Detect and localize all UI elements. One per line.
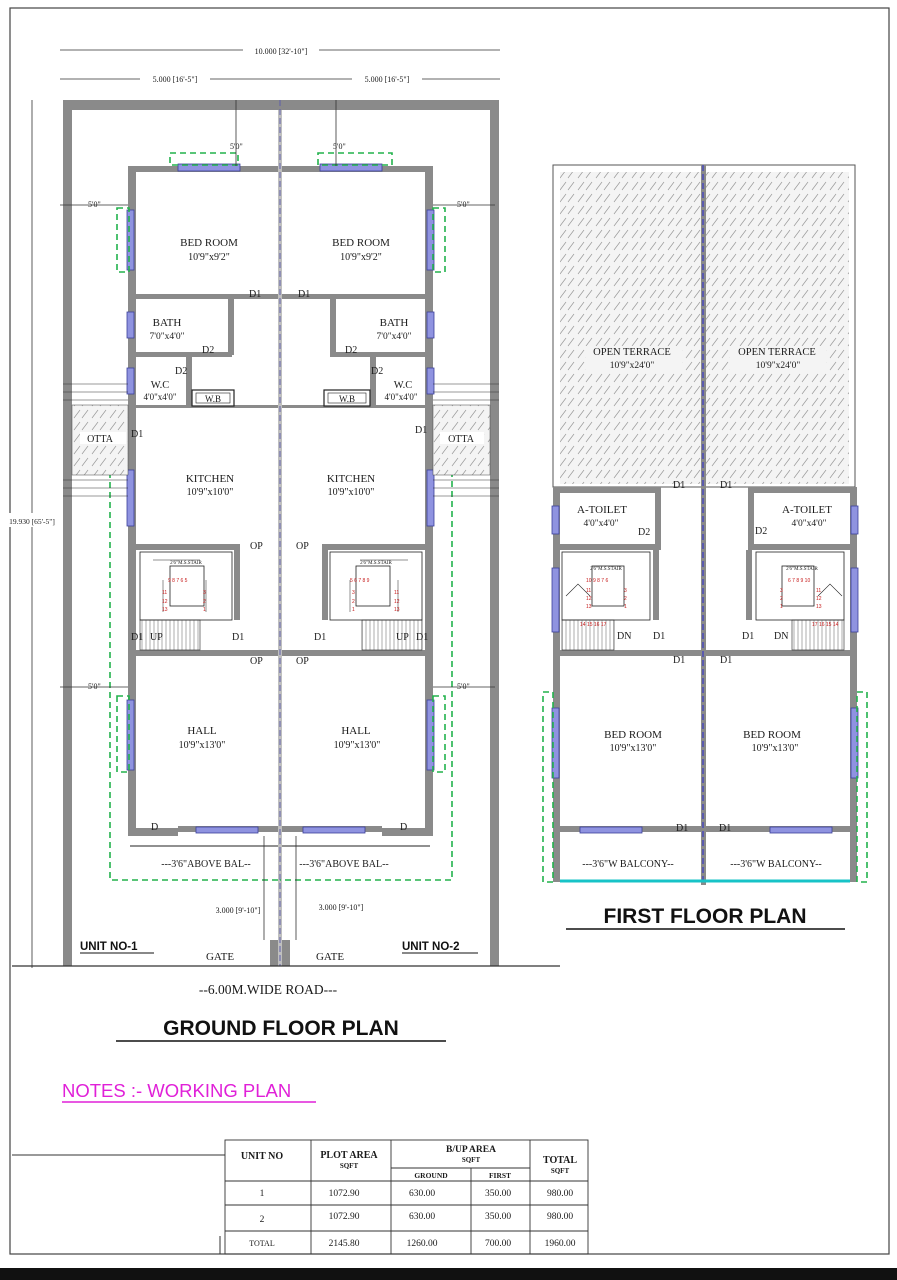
tbl-r2-first: 350.00	[484, 1212, 512, 1222]
room-bedroom-left: BED ROOM	[180, 237, 238, 249]
above-bal-left: ---3'6"ABOVE BAL--	[161, 859, 251, 870]
svg-text:1: 1	[352, 607, 355, 613]
front-dim-left: 3.000 [9'-10"]	[215, 906, 261, 915]
svg-text:OP: OP	[296, 656, 309, 667]
room-kitchen-left-size: 10'9"x10'0"	[186, 487, 234, 498]
room-kitchen-left: KITCHEN	[185, 473, 235, 485]
dn-label-left: DN	[617, 631, 632, 642]
tbl-h-total: TOTAL	[542, 1155, 578, 1166]
tbl-h-plot-unit: SQFT	[339, 1162, 359, 1170]
svg-text:2: 2	[624, 596, 627, 602]
svg-text:13: 13	[162, 607, 168, 613]
dim-half-left: 5.000 [16'-5"]	[152, 75, 198, 84]
front-dim-right: 3.000 [9'-10"]	[318, 903, 364, 912]
terrace-size-right: 10'9"x24'0"	[755, 361, 801, 371]
first-stair-label-right: 2'6"M.S.STAIR	[786, 567, 818, 572]
svg-text:D1: D1	[416, 632, 429, 643]
tbl-h-bup-unit: SQFT	[461, 1156, 481, 1164]
room-kitchen-right: KITCHEN	[326, 473, 376, 485]
svg-text:5'0": 5'0"	[457, 682, 470, 691]
unit-no-1-label: UNIT NO-1	[80, 941, 138, 953]
room-hall-right-size: 10'9"x13'0"	[333, 740, 381, 751]
svg-text:14 15 16 17: 14 15 16 17	[580, 622, 607, 628]
room-hall-right: HALL	[341, 725, 371, 737]
svg-text:2: 2	[780, 596, 783, 602]
first-floor-plan	[543, 165, 867, 929]
svg-text:11: 11	[816, 588, 822, 594]
ground-floor-title: GROUND FLOOR PLAN	[163, 1017, 399, 1040]
tbl-h-plot: PLOT AREA	[320, 1150, 378, 1161]
balcony-label-left: ---3'6"W BALCONY--	[582, 859, 674, 870]
area-table	[225, 1140, 588, 1254]
svg-text:12: 12	[816, 596, 822, 602]
room-wc-left-size: 4'0"x4'0"	[143, 392, 177, 402]
svg-text:1: 1	[203, 607, 206, 613]
room-hall-left-size: 10'9"x13'0"	[178, 740, 226, 751]
svg-text:12: 12	[586, 596, 592, 602]
above-bal-right: ---3'6"ABOVE BAL--	[299, 859, 389, 870]
svg-text:OP: OP	[250, 656, 263, 667]
tbl-r2-plot: 1072.90	[328, 1212, 360, 1222]
tbl-r1-unit: 1	[259, 1189, 265, 1199]
room-bedroom-right: BED ROOM	[332, 237, 390, 249]
terrace-size-left: 10'9"x24'0"	[609, 361, 655, 371]
svg-text:3: 3	[780, 588, 783, 594]
room-bath-left: BATH	[152, 317, 182, 329]
svg-text:D1: D1	[673, 655, 686, 666]
first-bedroom-left: BED ROOM	[604, 729, 662, 741]
svg-text:11: 11	[162, 590, 168, 596]
otta-label-left: OTTA	[87, 434, 113, 445]
room-bath-right-size: 7'0"x4'0"	[376, 332, 412, 342]
wb-label-right: W.B	[339, 394, 355, 404]
up-label-left: UP	[150, 632, 163, 643]
terrace-label-left: OPEN TERRACE	[593, 347, 671, 358]
svg-text:D: D	[400, 822, 408, 833]
tbl-r3-plot: 2145.80	[328, 1239, 360, 1249]
room-bedroom-left-size: 10'9"x9'2"	[188, 252, 230, 263]
unit-no-2-label: UNIT NO-2	[402, 941, 460, 953]
room-bath-left-size: 7'0"x4'0"	[149, 332, 185, 342]
terrace-area-left	[560, 172, 701, 484]
svg-text:OP: OP	[250, 541, 263, 552]
svg-text:6 7 8 9 10: 6 7 8 9 10	[788, 578, 811, 584]
svg-text:1: 1	[624, 604, 627, 610]
svg-text:D1: D1	[676, 823, 689, 834]
tbl-r1-plot: 1072.90	[328, 1189, 360, 1199]
up-label-right: UP	[396, 632, 409, 643]
tbl-h-first: FIRST	[488, 1171, 512, 1180]
room-bath-right: BATH	[379, 317, 409, 329]
balcony-label-right: ---3'6"W BALCONY--	[730, 859, 822, 870]
road-label: --6.00M.WIDE ROAD---	[198, 982, 338, 997]
tbl-r2-total: 980.00	[546, 1212, 574, 1222]
bottom-bar	[0, 1268, 897, 1280]
svg-text:D1: D1	[720, 655, 733, 666]
svg-text:12: 12	[394, 599, 400, 605]
dn-label-right: DN	[774, 631, 789, 642]
svg-text:D1: D1	[131, 632, 144, 643]
terrace-area-right	[706, 172, 849, 484]
svg-text:2: 2	[203, 599, 206, 605]
svg-text:9 8 7 6 5: 9 8 7 6 5	[168, 578, 188, 584]
svg-text:2: 2	[352, 599, 355, 605]
svg-text:D1: D1	[232, 632, 245, 643]
svg-text:D1: D1	[719, 823, 732, 834]
tbl-r3-ground: 1260.00	[406, 1239, 438, 1249]
svg-text:D1: D1	[673, 480, 686, 491]
room-hall-left: HALL	[187, 725, 217, 737]
svg-text:D1: D1	[742, 631, 755, 642]
svg-text:D1: D1	[314, 632, 327, 643]
svg-text:3: 3	[203, 590, 206, 596]
dim-overall-width: 10.000 [32'-10"]	[254, 47, 308, 56]
svg-text:D2: D2	[638, 527, 651, 538]
svg-text:D2: D2	[345, 345, 358, 356]
svg-text:D: D	[151, 822, 159, 833]
notes-label: NOTES :- WORKING PLAN	[62, 1080, 292, 1101]
svg-text:5'0": 5'0"	[457, 200, 470, 209]
svg-text:D2: D2	[755, 526, 768, 537]
svg-text:10 9 8 7 6: 10 9 8 7 6	[586, 578, 609, 584]
room-wc-left: W.C	[150, 380, 170, 391]
tbl-h-unit: UNIT NO	[240, 1151, 284, 1162]
svg-text:11: 11	[586, 588, 592, 594]
tbl-r1-first: 350.00	[484, 1189, 512, 1199]
terrace-label-right: OPEN TERRACE	[738, 347, 816, 358]
svg-text:5'0": 5'0"	[88, 200, 101, 209]
first-toilet-left: A-TOILET	[577, 504, 627, 516]
room-wc-right: W.C	[393, 380, 413, 391]
svg-text:D2: D2	[371, 366, 384, 377]
svg-text:D2: D2	[175, 366, 188, 377]
dim-overall-length: 19.930 [65'-5"]	[9, 517, 55, 526]
svg-text:5 6 7 8 9: 5 6 7 8 9	[350, 578, 370, 584]
svg-text:OP: OP	[296, 541, 309, 552]
tbl-h-bup: B/UP AREA	[446, 1145, 496, 1155]
first-bedroom-left-size: 10'9"x13'0"	[609, 743, 657, 754]
tbl-r1-ground: 630.00	[408, 1189, 436, 1199]
first-bedroom-right-size: 10'9"x13'0"	[751, 743, 799, 754]
svg-text:11: 11	[394, 590, 400, 596]
ground-floor-plan	[2, 43, 560, 1041]
svg-text:D1: D1	[415, 425, 428, 436]
svg-text:D1: D1	[653, 631, 666, 642]
tbl-h-ground: GROUND	[414, 1171, 448, 1180]
gate-label-left: GATE	[205, 951, 235, 963]
svg-text:D2: D2	[202, 345, 215, 356]
first-toilet-right-size: 4'0"x4'0"	[791, 519, 827, 529]
first-toilet-left-size: 4'0"x4'0"	[583, 519, 619, 529]
stair-label-left: 2'6"M.S.STAIR	[170, 561, 202, 566]
tbl-h-total-unit: SQFT	[550, 1167, 570, 1175]
first-floor-title: FIRST FLOOR PLAN	[603, 905, 807, 928]
svg-text:17 16 15 14: 17 16 15 14	[812, 622, 839, 628]
svg-text:D1: D1	[249, 289, 262, 300]
svg-text:12: 12	[162, 599, 168, 605]
svg-text:13: 13	[816, 604, 822, 610]
dim-half-right: 5.000 [16'-5"]	[364, 75, 410, 84]
svg-text:D1: D1	[298, 289, 311, 300]
room-wc-right-size: 4'0"x4'0"	[384, 392, 418, 402]
first-stair-label-left: 2'6"M.S.STAIR	[590, 567, 622, 572]
svg-text:D1: D1	[131, 429, 144, 440]
svg-text:3: 3	[624, 588, 627, 594]
svg-text:5'0": 5'0"	[230, 142, 243, 151]
svg-text:5'0": 5'0"	[333, 142, 346, 151]
otta-label-right: OTTA	[448, 434, 474, 445]
wb-label-left: W.B	[205, 394, 221, 404]
svg-text:5'0": 5'0"	[88, 682, 101, 691]
svg-text:13: 13	[394, 607, 400, 613]
stair-label-right: 2'6"M.S.STAIR	[360, 561, 392, 566]
first-bedroom-right: BED ROOM	[743, 729, 801, 741]
tbl-r3-first: 700.00	[484, 1239, 512, 1249]
tbl-r3-total: 1960.00	[544, 1239, 576, 1249]
room-bedroom-right-size: 10'9"x9'2"	[340, 252, 382, 263]
svg-text:3: 3	[352, 590, 355, 596]
svg-text:D1: D1	[720, 480, 733, 491]
room-kitchen-right-size: 10'9"x10'0"	[327, 487, 375, 498]
svg-text:13: 13	[586, 604, 592, 610]
gate-label-right: GATE	[315, 951, 345, 963]
first-toilet-right: A-TOILET	[782, 504, 832, 516]
tbl-r3-unit: TOTAL	[249, 1239, 275, 1248]
tbl-r2-unit: 2	[259, 1215, 265, 1225]
tbl-r1-total: 980.00	[546, 1189, 574, 1199]
tbl-r2-ground: 630.00	[408, 1212, 436, 1222]
svg-text:1: 1	[780, 604, 783, 610]
